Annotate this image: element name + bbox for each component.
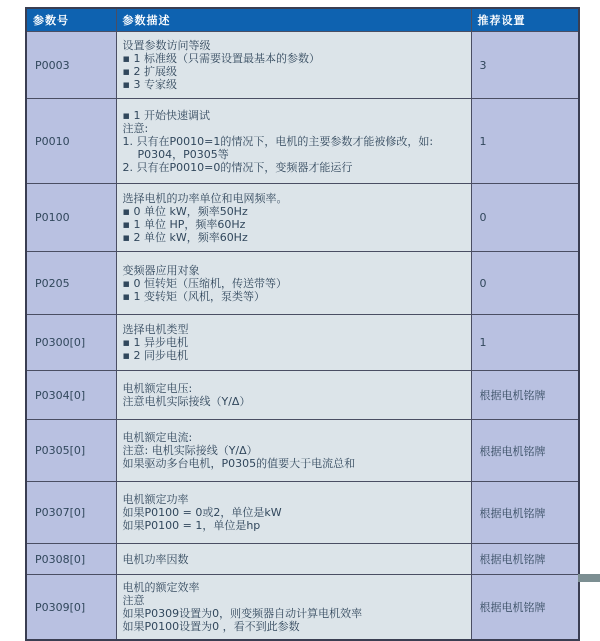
table-row <box>26 371 579 420</box>
desc-line: 电机额定电流: <box>122 431 193 444</box>
desc-line: ▪ 2 单位 kW，频率60Hz <box>122 230 248 244</box>
recommended-setting-cell: 根据电机铭牌 <box>471 544 579 575</box>
desc-line: ▪ 1 异步电机 <box>122 336 188 349</box>
param-desc-cell <box>116 32 471 99</box>
param-desc-cell <box>116 482 471 544</box>
recommended-setting-cell: 0 <box>471 184 579 252</box>
recommended-setting-cell: 根据电机铭牌 <box>471 371 579 420</box>
desc-line: ▪ 1 单位 HP，频率60Hz <box>122 217 246 231</box>
desc-line: 1. 只有在P0010=1的情况下，电机的主要参数才能被修改，如: <box>122 134 434 148</box>
param-number-cell: P0304[0] <box>26 371 116 420</box>
recommended-setting-cell: 根据电机铭牌 <box>471 420 579 482</box>
desc-line: 如果P0100设置为0 ，看不到此参数 <box>122 620 300 633</box>
desc-line: 如果P0100 = 1，单位是hp <box>122 519 261 532</box>
param-number-cell: P0307[0] <box>26 482 116 544</box>
desc-line: 如果P0100 = 0或2，单位是kW <box>122 506 282 519</box>
desc-line: 选择电机的功率单位和电网频率。 <box>122 191 288 205</box>
param-number-cell: P0309[0] <box>26 575 116 641</box>
recommended-setting-cell: 1 <box>471 315 579 371</box>
param-desc-cell <box>116 420 471 482</box>
desc-line: ▪ 3 专家级 <box>122 78 177 91</box>
table-row <box>26 252 579 315</box>
table-row <box>26 482 579 544</box>
table-row <box>26 315 579 371</box>
desc-line: P0304，P0305等 <box>137 147 229 161</box>
parameter-table <box>25 7 580 641</box>
table-header-row <box>26 8 579 32</box>
desc-line: 变频器应用对象 <box>122 263 200 277</box>
recommended-setting-cell: 根据电机铭牌 <box>471 575 579 641</box>
header-param-description: 参数描述 <box>116 8 471 32</box>
param-desc-cell <box>116 315 471 371</box>
desc-line: 注意电机实际接线（Y/Δ） <box>122 395 251 408</box>
param-number-cell: P0300[0] <box>26 315 116 371</box>
param-desc-cell <box>116 252 471 315</box>
desc-line: 选择电机类型 <box>122 323 189 336</box>
table-row <box>26 184 579 252</box>
desc-line: 注意: <box>122 121 149 135</box>
param-number-cell: P0305[0] <box>26 420 116 482</box>
desc-line: 电机的额定效率 <box>122 581 200 594</box>
param-number-cell: P0308[0] <box>26 544 116 575</box>
param-number-cell: P0003 <box>26 32 116 99</box>
desc-line: 2. 只有在P0010=0的情况下，变频器才能运行 <box>122 160 353 174</box>
param-desc-cell <box>116 99 471 184</box>
desc-line: ▪ 2 扩展级 <box>122 65 177 78</box>
param-desc-cell <box>116 184 471 252</box>
param-desc-cell <box>116 371 471 420</box>
param-number-cell: P0010 <box>26 99 116 184</box>
desc-line: 如果P0309设置为0，则变频器自动计算电机效率 <box>122 607 363 620</box>
table-row <box>26 420 579 482</box>
header-recommended-setting: 推荐设置 <box>471 8 579 32</box>
desc-line: 注意 <box>122 594 145 607</box>
desc-line: 电机额定电压: <box>122 382 193 395</box>
desc-line: ▪ 1 变转矩（风机，泵类等） <box>122 289 265 303</box>
desc-line: 电机额定功率 <box>122 493 189 506</box>
param-number-cell: P0100 <box>26 184 116 252</box>
recommended-setting-cell: 3 <box>471 32 579 99</box>
param-desc-cell <box>116 544 471 575</box>
desc-line: ▪ 2 同步电机 <box>122 349 188 362</box>
param-table-body <box>26 32 579 641</box>
table-row <box>26 575 579 641</box>
desc-line: ▪ 1 标准级（只需要设置最基本的参数） <box>122 52 320 65</box>
recommended-setting-cell: 0 <box>471 252 579 315</box>
param-desc-cell <box>116 575 471 641</box>
desc-line: 如果驱动多台电机，P0305的值要大于电流总和 <box>122 457 356 470</box>
desc-line: ▪ 1 开始快速调试 <box>122 108 210 122</box>
desc-line: 设置参数访问等级 <box>122 39 211 52</box>
table-row <box>26 544 579 575</box>
desc-line: ▪ 0 恒转矩（压缩机，传送带等） <box>122 276 287 290</box>
page-corner-accent <box>578 574 600 582</box>
desc-line: 注意: 电机实际接线（Y/Δ） <box>122 444 258 457</box>
recommended-setting-cell: 1 <box>471 99 579 184</box>
table-row <box>26 99 579 184</box>
header-param-number: 参数号 <box>26 8 116 32</box>
desc-line: 电机功率因数 <box>122 552 189 566</box>
recommended-setting-cell: 根据电机铭牌 <box>471 482 579 544</box>
table-row <box>26 32 579 99</box>
param-number-cell: P0205 <box>26 252 116 315</box>
desc-line: ▪ 0 单位 kW，频率50Hz <box>122 204 248 218</box>
